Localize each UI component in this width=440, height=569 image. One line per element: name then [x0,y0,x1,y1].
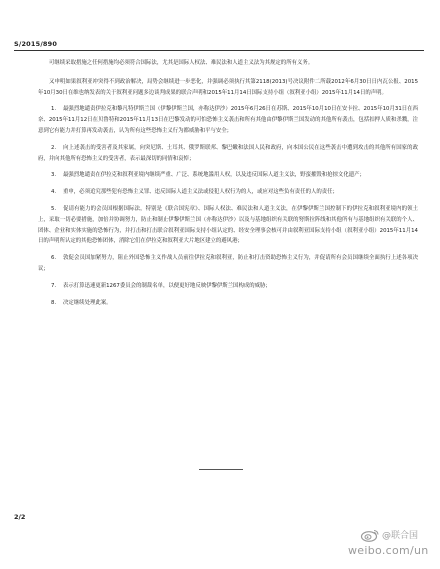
intro-paragraph: 又申明如果叙利亚冲突得不到政治解决，局势会继续进一步恶化，并强调必须执行其第2118(2013)号决议附件二所载2012年6月30日日内瓦公报、2015年10月30日在维也纳发表的关于叙利亚问题多边谈判成果的联合声明和2015年11月14日国际支持小组（叙利亚小组）2015年11月14日的声明。 [38,78,418,96]
watermark-handle: @联合国 [382,531,419,541]
paragraph-text: 重申，必须追究那些犯有恐怖主义罪、违反国际人道主义法或侵犯人权行为的人，或应对这些负有责任的人的责任； [63,189,338,196]
operative-paragraph-7 [38,281,418,292]
document-symbol: S/2015/890 [14,40,58,48]
paragraph-text: 最强烈地谴责在伊拉克和叙利亚境内继续严重、广泛、系统地滥用人权，以及违反国际人道主义法，野蛮摧毁和抢掠文化遗产； [63,172,365,179]
paragraph-number: 1. [51,106,57,113]
operative-paragraph-1 [38,104,418,136]
paragraph-text: 决定继续处理此案。 [63,299,112,306]
header-rule [14,50,424,51]
paragraph-number: 6. [51,255,57,262]
document-body [38,58,418,308]
end-of-document-rule [199,469,243,470]
paragraph-text: 向上述袭击的受害者及其家属，向突尼斯、土耳其、俄罗斯联邦、黎巴嫩和法国人民和政府，向本国公民在这些袭击中遭到攻击的其他所有国家的政府，并向其他所有恐怖主义的受害者，表示最深切的同情和哀悼； [38,144,418,162]
intro-paragraph: 可继续采取措施之任何措施均必须符合国际法，尤其是国际人权法、难民法和人道主义法为其规定的所有义务。 [49,60,314,66]
weibo-watermark [320,527,435,563]
paragraph-text: 敦促会员国加紧努力，阻止外国恐怖主义作战人员前往伊拉克和叙利亚，防止和打击资助恐怖主义行为，并促请所有会员国继续全面执行上述各项决议； [38,255,418,272]
paragraph-number: 3. [51,172,57,179]
operative-paragraph-6 [38,253,418,275]
operative-paragraph-4 [38,187,418,198]
weibo-logo-icon [360,528,380,542]
watermark-url: weibo.com/un [348,544,429,557]
paragraph-number: 7. [51,282,57,289]
paragraph-number: 4. [51,189,57,196]
paragraph-text: 最强烈地谴责伊拉克和黎凡特伊斯兰国（伊黎伊斯兰国，亦称达伊沙）2015年6月26日在苏斯、2015年10月10日在安卡拉、2015年10月31日在西奈、2015年11月12日在贝鲁特和2015年11月13日在巴黎发动的可怕恐怖主义袭击和所有其他由伊黎伊斯兰国发动的其他所有袭击，包括扣押人质和杀戮，注意到它有能力并打算再发动袭击，认为所有这些恐怖主义行为都威胁和平与安全； [38,106,418,134]
operative-paragraph-3 [38,170,418,181]
operative-paragraph-8 [38,298,418,309]
paragraph-number: 8. [51,299,57,306]
paragraph-number: 2. [51,144,57,151]
operative-paragraph-5 [38,204,418,247]
operative-paragraph-2 [38,143,418,165]
paragraph-number: 5. [51,205,57,212]
paragraph-text: 促请有能力的会员国根据国际法，特别是《联合国宪章》、国际人权法、难民法和人道主义法，在伊黎伊斯兰国控制下的伊拉克和叙利亚境内的领土上，采取一切必要措施，加倍并协调努力，防止和制止伊黎伊斯兰国（亦称达伊沙）以及与基地组织有关联的努斯拉阵线和其他所有与基地组织有关联的个人、团体、企业和实体实施的恐怖行为，并打击和打击联合叙利亚国际支持小组认定的、经安全理事会核可并由叙利亚国际支持小组（叙利亚小组）2015年11月14日的声明所认定的其他恐怖团体，消除它们在伊拉克和叙利亚大片地区建立的避风港； [38,205,418,245]
page-number: 2/2 [14,513,26,521]
paragraph-text: 表示打算迅速更新1267委员会的制裁名单，以便更好地反映伊黎伊斯兰国构成的威胁； [63,282,271,289]
